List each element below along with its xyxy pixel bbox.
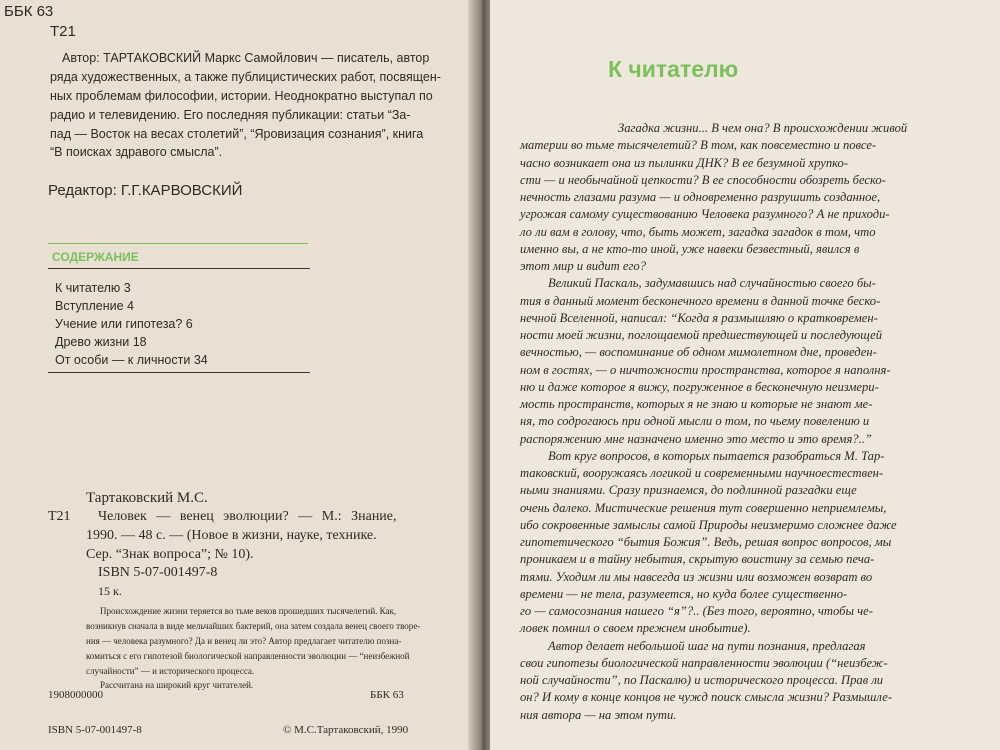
text-line: нечность глазами разума — и одновременно разрушить созданное,: [520, 190, 881, 204]
paragraph-first-line: Загадка жизни... В чем она? В происхождении живой: [618, 121, 908, 135]
author-line: пад — Восток на весах столетий”, “Яровизация сознания”, книга: [50, 127, 424, 141]
text-line: ню и даже которое я вижу, погруженное в бесконечную неизмери-: [520, 379, 879, 394]
bbk-code-bottom: ББК 63: [370, 689, 404, 701]
text-line: материи во тьме тысячелетий? В том, как повсеместно и повсе-: [520, 138, 877, 153]
annotation-line: Происхождение жизни теряется во тьме веков прошедших тысячелетий. Как,: [100, 606, 397, 616]
text-line: распоряжению мне назначено именно это место и это время?..”: [520, 431, 872, 446]
text-line: гипотетического “бытия Божия”. Ведь, решая вопрос вопросов, мы: [520, 535, 892, 549]
biblio-author: Тартаковский М.С.: [86, 490, 208, 506]
paragraph-first-line: Автор делает небольшой шаг на пути познания, предлагая: [548, 638, 866, 653]
text-line: ло ли вам в голову, что, быть может, загадка загадок в том, что: [520, 224, 876, 239]
isbn-bottom: ISBN 5-07-001497-8: [48, 724, 142, 736]
text-line: ня, то содрогаюсь при одной мысли о том, по чьему повелению и: [520, 414, 870, 429]
annotation-line: случайности” — и исторического процесса.: [86, 666, 255, 676]
page-title: К читателю: [608, 56, 739, 82]
text-line: тями. Уходим ли мы навсегда из жизни или возможен возврат во: [520, 569, 873, 584]
biblio-code: Т21: [48, 509, 71, 524]
biblio-line: 1990. — 48 с. — (Новое в жизни, науке, технике.: [86, 528, 377, 543]
bbk-code-top: ББК 63: [4, 3, 54, 20]
annotation-line: возникнув сначала в виде мельчайших бактерий, она затем создала венец своего творе-: [86, 621, 421, 631]
text-line: часно возникает она из пылинки ДНК? В ее безумной хрупко-: [520, 155, 849, 170]
contents-rule-mid: [48, 268, 310, 269]
biblio-price: 15 к.: [98, 584, 122, 598]
text-line: он? И кому в конце концов не чужд поиск смысла жизни? Размышле-: [520, 690, 893, 705]
paragraph-first-line: Великий Паскаль, задумавшись над случайностью своего бы-: [548, 276, 876, 291]
text-line: тия в данный момент бесконечного времени в данной точке беско-: [520, 293, 881, 308]
text-line: именно вы, а не кто-то иной, уже навеки безвестный, явился в: [520, 241, 860, 256]
code-number: 1908000000: [48, 689, 103, 701]
t21-code-top: Т21: [50, 23, 76, 40]
text-line: вечностью, — воспоминание об одном мимолетном дне, проведен-: [520, 345, 877, 360]
text-line: времени — не тела, разумеется, но куда более существенно-: [520, 586, 848, 601]
text-line: сти — и необычайной цепкости? В ее способности обозреть беско-: [520, 172, 886, 187]
biblio-line: Сер. “Знак вопроса”; № 10).: [86, 547, 254, 562]
annotation-line: комиться с его гипотезой биологической направленности эволюции — “неизбежной: [86, 651, 410, 661]
paragraph-first-line: Вот круг вопросов, в которых пытается разобраться М. Тар-: [548, 448, 885, 463]
text-line: очень далеко. Мистические решения тут совершенно неприемлемы,: [520, 500, 887, 515]
contents-item: Вступление 4: [55, 299, 134, 313]
author-line: радио и телевидению. Его последняя публикации: статьи “За-: [50, 108, 411, 122]
text-line: нечной Вселенной, написал: “Когда я размышляю о кратковремен-: [520, 310, 878, 325]
text-line: таковский, вооружаясь логикой и современными научноестествен-: [520, 466, 884, 480]
biblio-line: Человек — венец эволюции? — М.: Знание,: [98, 509, 397, 524]
contents-item: Древо жизни 18: [55, 335, 147, 349]
annotation-line: ния — человека разумного? Да и венец ли это? Автор предлагает читателю позна-: [86, 636, 402, 646]
author-line: Автор: ТАРТАКОВСКИЙ Маркс Самойлович — писатель, автор: [62, 51, 430, 65]
editor-line: Редактор: Г.Г.КАРВОВСКИЙ: [48, 182, 243, 199]
contents-item: От особи — к личности 34: [55, 353, 208, 367]
text-line: ловек помнил о своем прежнем инобытие).: [520, 621, 751, 636]
text-line: проникаем и в тайну небытия, скрытую воистину за семью печа-: [520, 552, 875, 567]
text-line: свои гипотезы биологической направленности эволюции (“неизбеж-: [520, 655, 888, 670]
text-line: этот мир и видит его?: [520, 259, 647, 273]
author-line: ных проблемам философии, истории. Неоднократно выступал по: [50, 89, 433, 103]
author-line: “В поисках здравого смысла”.: [50, 145, 223, 159]
contents-item: К читателю 3: [55, 281, 131, 295]
contents-rule-bottom: [48, 372, 310, 373]
contents-title: СОДЕРЖАНИЕ: [52, 250, 139, 264]
text-line: ния автора — на этом пути.: [520, 707, 677, 722]
text-line: ной случайности”, по Паскалю) и исторического процесса. Прав ли: [520, 673, 884, 687]
contents-item: Учение или гипотеза? 6: [55, 317, 193, 331]
text-line: ными знаниями. Сразу признаемся, до подлинной разгадки еще: [520, 483, 857, 498]
biblio-isbn: ISBN 5-07-001497-8: [98, 565, 218, 580]
right-page: [490, 0, 1000, 750]
text-line: угрожая самому существованию Человека разумного? А не приходи-: [520, 207, 890, 222]
text-line: ном в гостях, — о ничтожности пространства, которое я наполня-: [520, 362, 891, 377]
text-line: го — самосознания нашего “я”?.. (Без того, вероятно, чтобы че-: [520, 604, 873, 618]
annotation-line: Рассчитана на широкий круг читателей.: [100, 680, 254, 690]
text-line: ибо сокровенные замыслы самой Природы неизмеримо сложнее даже: [520, 517, 897, 532]
text-line: ности моей жизни, поглощаемой предшествующей и последующей: [520, 328, 883, 342]
copyright: © М.С.Тартаковский, 1990: [283, 724, 409, 736]
author-line: ряда художественных, а также публицистических работ, посвящен-: [50, 70, 441, 84]
text-line: мость пространств, которых я не знаю и которые не знают ме-: [520, 397, 873, 411]
contents-rule-top: [48, 243, 308, 244]
left-page: [0, 0, 476, 750]
